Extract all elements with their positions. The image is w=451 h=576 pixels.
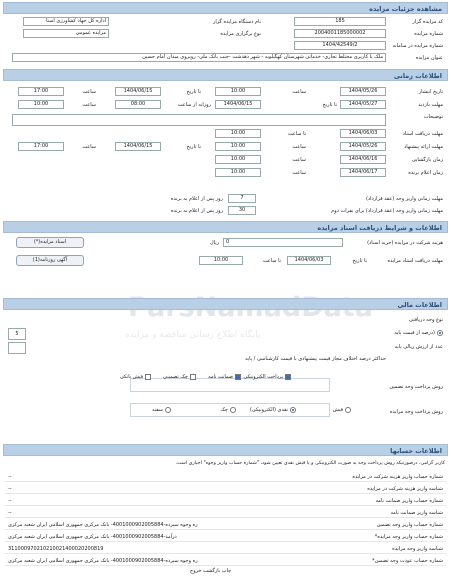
base-percent-radio[interactable] — [394, 329, 443, 338]
section-header-details: مشاهده جزئیات مزایده — [3, 2, 448, 14]
payment-option-cash-radio[interactable] — [290, 407, 296, 413]
account-row-6 — [5, 532, 446, 542]
offer-end-date-field: 1404/06/15 — [115, 142, 161, 151]
footer-links — [190, 567, 231, 576]
guarantee-option-receipt-checkbox[interactable] — [145, 374, 151, 380]
visit-label: مهلت بازدید — [418, 102, 443, 108]
payment-option-cash-label: نقدی (الکترونیکی) — [249, 407, 288, 413]
publish-time-field: 10:00 — [215, 87, 261, 96]
system-number-label: شماره مزایده در سامانه — [392, 43, 443, 49]
estimate-label: عدد از ارزش ریالی پایه — [394, 344, 443, 350]
account-row-5 — [5, 520, 446, 530]
watermark-slogan: پایگاه اطلاع رسانی مناقصه و مزایده — [125, 330, 261, 340]
accounts-intro-text: کاربر گرامی، درصورتیکه روش پرداخت وجه به صورت الکترونیکی و یا فیش نقدی تعیین شود، "شماره حساب واریز وجوه" اجباری است. — [175, 461, 445, 466]
publish-end-date-field: 1404/06/15 — [115, 87, 161, 96]
guarantee-option-electronic-label: پرداخت الکترونیکی — [243, 374, 283, 380]
base-percent-field[interactable]: 5 — [8, 328, 26, 340]
opening-label: زمان بازگشایی — [411, 157, 443, 163]
newspaper-ad-button[interactable]: آگهی روزنامه(1) — [16, 255, 84, 266]
offer-date-field: 1404/05/26 — [340, 142, 386, 151]
docs-receive-to-date-label: تا تاریخ — [352, 258, 367, 264]
account-row-5-label: شماره حساب واریز وجه تضمین — [376, 522, 443, 528]
section-header-times: اطلاعات زمانی — [3, 69, 448, 81]
docs-receive-time-field: 10:00 — [199, 256, 243, 265]
bidder-code-label: کد مزایده گزار — [412, 19, 443, 25]
payment-option-cheque[interactable] — [220, 406, 236, 415]
offer-time-field: 10:00 — [215, 142, 261, 151]
guarantee-option-receipt-label: فیش بانکی — [119, 374, 143, 380]
max-diff-label: حداکثر درصد اختلاف مجاز قیمت پیشنهادی با قیمت کارشناسی / پایه — [245, 356, 386, 362]
guarantee-option-bank-guarantee-label: ضمانت نامه — [208, 374, 233, 380]
auction-title-label: عنوان مزایده — [415, 55, 443, 61]
auction-title-field: ملک یا کاربری مختلط تجاری- خدماتی شهرستان کهگیلویه - شهر دهدشت -جنب بانک ملی- روبروی میدان امام حسین — [12, 53, 386, 62]
print-link[interactable]: چاپ — [221, 568, 232, 574]
docs-deadline-label: مهلت دریافت اسناد — [402, 131, 443, 137]
docs-receive-date-field: 1404/06/03 — [287, 256, 331, 265]
opening-time-label: ساعت — [292, 157, 306, 163]
base-percent-label: (درصد از قیمت پایه — [394, 330, 435, 336]
payment-option-receipt-radio[interactable] — [345, 407, 351, 413]
deposit-type-label: نوع وجه دریافتی — [409, 317, 443, 323]
auction-number-field: 2004001185000002 — [294, 29, 386, 38]
account-row-4-label: شناسه واریز ضمانت نامه — [390, 510, 443, 516]
account-row-4-value: -- — [8, 510, 12, 516]
visit-daily-label: روزانه از ساعت — [177, 102, 211, 108]
visit-end-time-label: ساعت — [82, 102, 96, 108]
guarantee-option-cheque-label: چک تضمینی — [163, 374, 188, 380]
winner-time-label: ساعت — [292, 170, 306, 176]
account-row-6-value: درآمد-4001000902005884- بانک مرکزی جمهوری اسلامی ایران شعبه مرکزی — [8, 534, 177, 540]
docs-deadline-time-field: 10:00 — [215, 129, 261, 138]
account-row-2-value: -- — [8, 486, 12, 492]
docs-deadline-time-label: تا ساعت — [287, 131, 306, 137]
section-header-accounts: اطلاعات حسابها — [3, 444, 448, 456]
visit-end-time-field: 10:00 — [18, 100, 64, 109]
payment-option-promissory[interactable] — [152, 406, 171, 415]
account-row-4 — [5, 508, 446, 518]
account-row-5-value: ره وجوه سپرده-4001000902005884- بانک مرکزی جمهوری اسلامی ایران شعبه مرکزی — [8, 522, 198, 528]
guarantee-method-label: روش پرداخت وجه تضمین — [389, 384, 443, 390]
account-row-1 — [5, 472, 446, 482]
account-row-7-value: 311000970210210021400020200819 — [8, 546, 104, 552]
description-field — [12, 114, 386, 126]
account-row-3-value: -- — [8, 498, 12, 504]
guarantee-option-electronic[interactable] — [243, 373, 291, 382]
deposit-deadline-unit: روز پس از اعلام به برنده — [170, 196, 223, 202]
account-row-8-value: ره وجوه سپرده-4001000902005884- بانک مرکزی جمهوری اسلامی ایران شعبه مرکزی — [8, 558, 198, 564]
account-row-2 — [5, 484, 446, 494]
base-percent-radio-dot[interactable] — [437, 330, 443, 336]
account-row-3-label: شماره حساب واریز ضمانت نامه — [375, 498, 443, 504]
auction-number-label: شماره مزایده — [414, 31, 443, 37]
contract-deadline-unit: روز پس از اعلام به برنده — [170, 208, 223, 214]
org-field: اداره کل جهاد کشاورزی استا — [23, 17, 109, 26]
offer-end-time-field: 17:00 — [18, 142, 64, 151]
account-row-6-label: شماره حساب واریز وجه مزایده* — [374, 534, 443, 540]
publish-date-field: 1404/05/26 — [340, 87, 386, 96]
opening-time-field: 10:00 — [215, 155, 261, 164]
publish-to-date-label: تا تاریخ — [186, 89, 201, 95]
opening-date-field: 1404/06/16 — [340, 155, 386, 164]
section-header-terms: اطلاعات و شرایط دریافت اسناد مزایده — [3, 221, 448, 233]
description-label: توضیحات — [423, 114, 443, 120]
payment-option-promissory-label: سفته — [152, 407, 163, 413]
contract-deadline-field: 30 — [228, 206, 256, 215]
account-row-1-label: شماره حساب واریز هزینه شرکت در مزایده — [352, 474, 443, 480]
exit-link[interactable]: خروج — [190, 568, 202, 574]
guarantee-option-cheque[interactable] — [163, 373, 196, 382]
guarantee-option-electronic-checkbox[interactable] — [285, 374, 291, 380]
visit-date-field: 1404/05/27 — [340, 100, 386, 109]
participation-fee-label: هزینه شرکت در مزایده (خرید اسناد) — [367, 240, 443, 246]
participation-fee-field: 0 — [223, 238, 343, 247]
payment-option-cheque-label: چک — [220, 407, 228, 413]
account-row-3 — [5, 496, 446, 506]
publish-date-label: تاریخ انتشار — [418, 89, 443, 95]
payment-option-receipt-label: فیش — [332, 407, 343, 413]
payment-option-cash[interactable] — [250, 406, 296, 415]
offer-time-label: ساعت — [292, 144, 306, 150]
account-row-8 — [5, 556, 446, 566]
offer-to-date-label: تا تاریخ — [186, 144, 201, 150]
deposit-deadline-label: مهلت زمانی واریز وجه (عقد قرارداد) — [365, 196, 443, 202]
auction-documents-button[interactable]: اسناد مزایده(*) — [16, 237, 84, 248]
estimate-field[interactable] — [8, 342, 26, 354]
winner-label: زمان اعلام برنده — [408, 170, 443, 176]
account-row-7-label: شناسه واریز وجه مزایده — [392, 546, 443, 552]
system-number-field: 1404/42549/2 — [294, 41, 386, 50]
payment-option-receipt[interactable] — [333, 406, 351, 415]
winner-time-field: 10:00 — [215, 168, 261, 177]
payment-option-cheque-radio[interactable] — [230, 407, 236, 413]
visit-end-date-field: 1404/06/15 — [215, 100, 261, 109]
guarantee-option-bank-guarantee-checkbox[interactable] — [235, 374, 241, 380]
payment-option-promissory-radio[interactable] — [165, 407, 171, 413]
publish-end-time-field: 17:00 — [18, 87, 64, 96]
account-row-1-value: -- — [8, 474, 12, 480]
section-header-financial: اطلاعات مالی — [3, 298, 448, 310]
publish-time-label: ساعت — [292, 89, 306, 95]
offer-end-time-label: ساعت — [82, 144, 96, 150]
back-link[interactable]: بازگشت — [203, 568, 221, 574]
docs-deadline-date-field: 1404/06/03 — [340, 129, 386, 138]
contract-deadline-label: مهلت زمانی واریز وجه (عقد قرارداد) برای نفرات دوم — [331, 208, 443, 214]
auction-type-label: نوع برگزاری مزایده — [220, 31, 261, 37]
visit-to-date-label: تا تاریخ — [322, 102, 337, 108]
deposit-deadline-field: 7 — [228, 194, 256, 203]
payment-method-label: روش پرداخت وجه مزایده — [389, 409, 443, 415]
offer-deadline-label: مهلت ارائه پیشنهاد — [404, 144, 443, 150]
guarantee-option-receipt[interactable] — [120, 373, 151, 382]
bidder-code-field: 185 — [294, 17, 386, 26]
account-row-2-label: شناسه واریز هزینه شرکت در مزایده — [367, 486, 443, 492]
docs-receive-label: مهلت دریافت اسناد مزایده — [387, 258, 443, 264]
org-label: نام دستگاه مزایده گزار — [212, 19, 261, 25]
fee-currency-label: ریال — [210, 240, 219, 246]
guarantee-option-cheque-checkbox[interactable] — [190, 374, 196, 380]
account-row-7 — [5, 544, 446, 554]
guarantee-option-bank-guarantee[interactable] — [208, 373, 241, 382]
docs-receive-to-time-label: تا ساعت — [262, 258, 281, 264]
account-row-8-label: شماره حساب عودت وجه تضمین* — [372, 558, 443, 564]
publish-end-time-label: ساعت — [82, 89, 96, 95]
auction-type-field: مزایده عمومی — [23, 29, 109, 38]
visit-from-time-field: 08:00 — [115, 100, 161, 109]
winner-date-field: 1404/06/17 — [340, 168, 386, 177]
